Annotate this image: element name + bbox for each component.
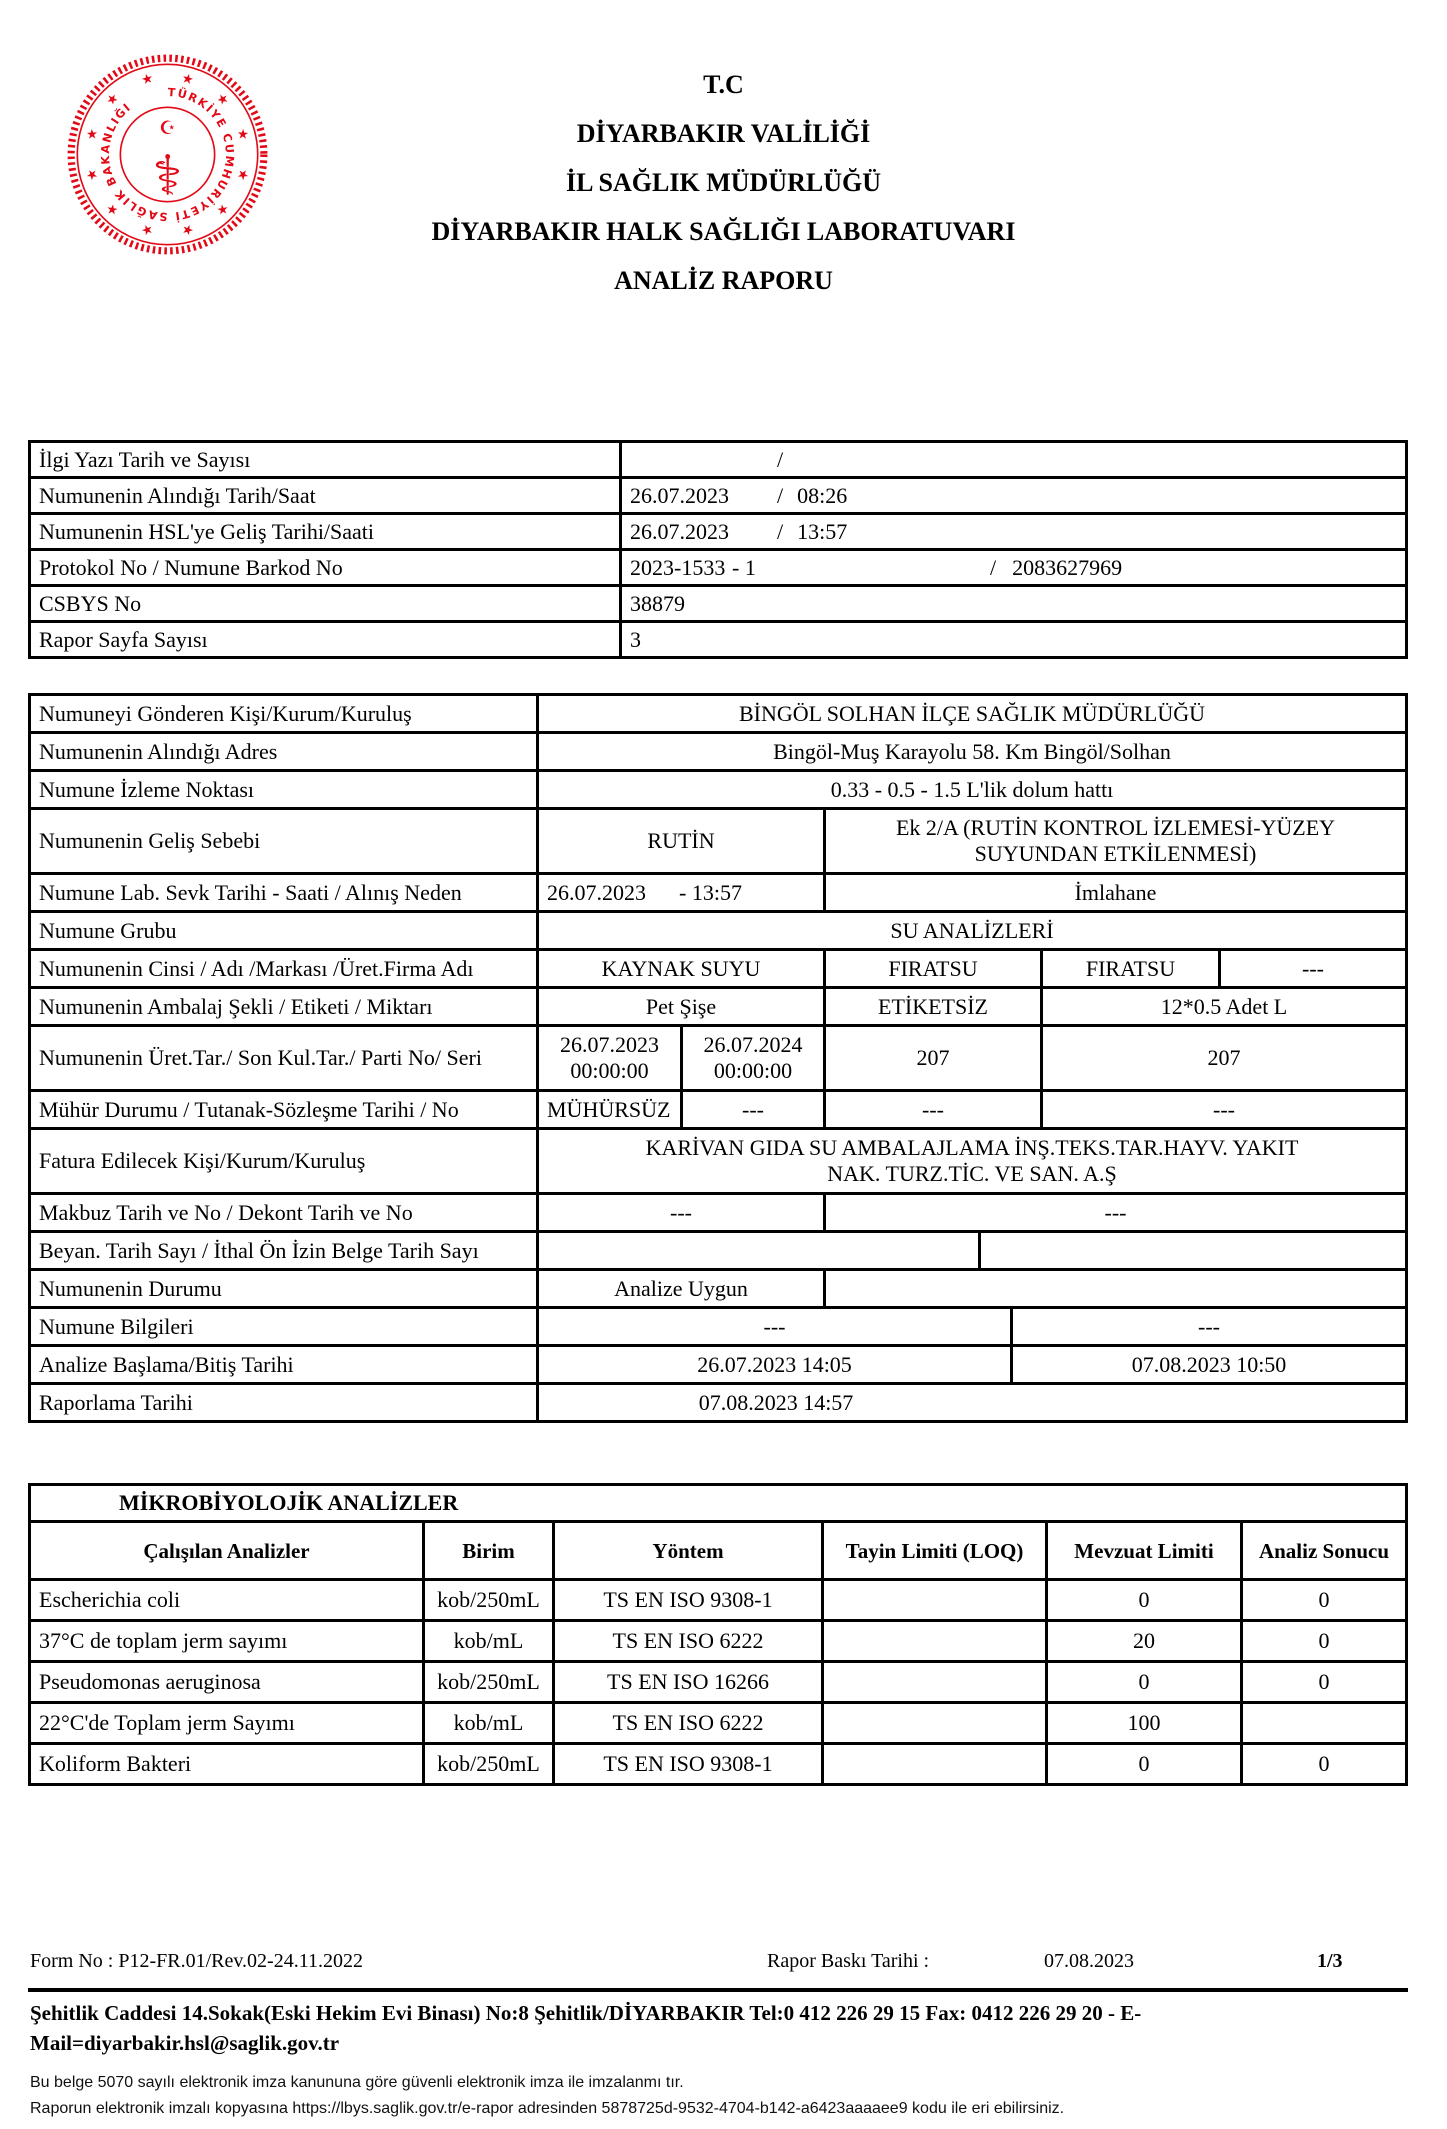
- table-row: [31, 948, 1405, 986]
- report-meta-table: [28, 440, 1408, 659]
- sample-status-extra: [823, 1271, 1405, 1306]
- esignature-note-1: Bu belge 5070 sayılı elektronik imza kanununa göre güvenli elektronik imza ile imzalanmı tır.: [30, 2074, 684, 2091]
- letterhead-governorship: DİYARBAKIR VALİLİĞİ: [576, 119, 871, 148]
- sample-status-value: Analize Uygun: [536, 1271, 823, 1306]
- row-label: Numunenin Cinsi / Adı /Markası /Üret.Firma Adı: [39, 955, 474, 981]
- esignature-notes: [30, 2070, 1430, 2122]
- table-row: [31, 807, 1405, 872]
- crescent-star-icon: ☪: [159, 118, 176, 139]
- analysis-loq: [821, 1704, 1045, 1742]
- arrival-reason: RUTİN: [536, 810, 823, 872]
- table-row: [31, 1127, 1405, 1192]
- row-label: CSBYS No: [39, 590, 142, 616]
- table-row: [31, 443, 1405, 476]
- row-label: Numunenin Alındığı Tarih/Saat: [39, 482, 316, 508]
- row-label: Numunenin Geliş Sebebi: [39, 828, 261, 853]
- table-row: [31, 512, 1405, 548]
- star-icon: ★: [139, 220, 156, 238]
- footer-form-row: [28, 1950, 1408, 1980]
- row-label: Numunenin Üret.Tar./ Son Kul.Tar./ Parti No/ Seri: [39, 1045, 482, 1070]
- analysis-method: TS EN ISO 16266: [552, 1663, 821, 1701]
- table-row: [31, 1742, 1405, 1783]
- lab-address-line2: Mail=diyarbakir.hsl@saglik.gov.tr: [30, 2031, 340, 2055]
- analysis-method: TS EN ISO 9308-1: [552, 1581, 821, 1619]
- table-row: [31, 1619, 1405, 1660]
- page-count: 3: [619, 623, 1405, 656]
- row-value: [619, 443, 1405, 476]
- sample-details-table: [28, 693, 1408, 1423]
- dispatch-reason: İmlahane: [823, 875, 1405, 910]
- row-label: Numune Bilgileri: [39, 1313, 194, 1339]
- star-icon: ★: [84, 126, 102, 143]
- table-row: [31, 910, 1405, 948]
- table-row: [31, 584, 1405, 620]
- table-row: [31, 872, 1405, 910]
- star-icon: ★: [103, 90, 123, 110]
- analysis-unit: kob/250mL: [422, 1581, 552, 1619]
- reporting-date: 07.08.2023 14:57: [536, 1385, 1405, 1420]
- analysis-loq: [821, 1663, 1045, 1701]
- section-header-row: [31, 1486, 1405, 1520]
- table-row: [31, 1701, 1405, 1742]
- monitoring-point-value: 0.33 - 0.5 - 1.5 L'lik dolum hattı: [536, 772, 1405, 807]
- col-header-loq: Tayin Limiti (LOQ): [821, 1523, 1045, 1578]
- separator: /: [990, 554, 997, 580]
- sender-value: BİNGÖL SOLHAN İLÇE SAĞLIK MÜDÜRLÜĞÜ: [536, 696, 1405, 731]
- lab-address: [30, 1998, 1420, 2058]
- analysis-result: 0: [1240, 1745, 1405, 1783]
- protocol-suffix: - 1: [732, 554, 756, 580]
- analysis-unit: kob/250mL: [422, 1663, 552, 1701]
- table-row: [31, 1306, 1405, 1344]
- row-label: Beyan. Tarih Sayı / İthal Ön İzin Belge Tarih Sayı: [39, 1237, 479, 1263]
- row-label: Numunenin Ambalaj Şekli / Etiketi / Miktarı: [39, 993, 433, 1019]
- row-value: [619, 515, 1405, 548]
- receipt-value: ---: [536, 1195, 823, 1230]
- analysis-result: 0: [1240, 1663, 1405, 1701]
- star-icon: ★: [84, 166, 102, 183]
- row-value: [619, 551, 1405, 584]
- page-title: ANALİZ RAPORU: [614, 266, 833, 295]
- table-row: [31, 548, 1405, 584]
- analysis-limit: 0: [1045, 1581, 1240, 1619]
- print-date-value: 07.08.2023: [1044, 1950, 1134, 1972]
- billing-entity: KARİVAN GIDA SU AMBALAJLAMA İNŞ.TEKS.TAR.HAYV. YAKIT NAK. TURZ.TİC. VE SAN. A.Ş: [536, 1130, 1405, 1192]
- table-row: [31, 1024, 1405, 1089]
- row-label: İlgi Yazı Tarih ve Sayısı: [39, 446, 251, 472]
- analysis-loq: [821, 1745, 1045, 1783]
- declaration-value: [536, 1233, 978, 1268]
- package-amount: 12*0.5 Adet L: [1040, 989, 1405, 1024]
- table-row: [31, 769, 1405, 807]
- table-row: [31, 1089, 1405, 1127]
- col-header-unit: Birim: [422, 1523, 552, 1578]
- form-no: Form No : P12-FR.01/Rev.02-24.11.2022: [30, 1950, 363, 1972]
- row-label: Makbuz Tarih ve No / Dekont Tarih ve No: [39, 1199, 413, 1225]
- analysis-limit: 100: [1045, 1704, 1240, 1742]
- analysis-method: TS EN ISO 6222: [552, 1622, 821, 1660]
- page-number: 1/3: [1317, 1950, 1343, 1972]
- annex-reason: Ek 2/A (RUTİN KONTROL İZLEMESİ-YÜZEY SUYUNDAN ETKİLENMESİ): [823, 810, 1405, 872]
- esignature-note-2: Raporun elektronik imzalı kopyasına https://lbys.saglik.gov.tr/e-rapor adresinden 5878725d-9532-4704-b142-a6423aaaaee9 kodu ile eri ebilirsiniz.: [30, 2100, 1065, 2117]
- col-header-result: Analiz Sonucu: [1240, 1523, 1405, 1578]
- table-row: [31, 986, 1405, 1024]
- letterhead-tc: T.C: [703, 70, 744, 99]
- analysis-name: Escherichia coli: [39, 1587, 181, 1612]
- analysis-result: [1240, 1704, 1405, 1742]
- analysis-limit: 0: [1045, 1745, 1240, 1783]
- letterhead-laboratory: DİYARBAKIR HALK SAĞLIĞI LABORATUVARI: [431, 217, 1016, 246]
- table-row: [31, 1660, 1405, 1701]
- arrival-date: 26.07.2023: [630, 518, 729, 544]
- row-label: Numune İzleme Noktası: [39, 776, 255, 802]
- col-header-analyses: Çalışılan Analizler: [143, 1538, 310, 1563]
- csbys-no: 38879: [619, 587, 1405, 620]
- table-row: [31, 620, 1405, 656]
- section-title: MİKROBİYOLOJİK ANALİZLER: [119, 1490, 459, 1515]
- row-label: Mühür Durumu / Tutanak-Sözleşme Tarihi / No: [39, 1096, 459, 1122]
- footer-divider: [28, 1988, 1408, 1992]
- logo-ring-text: TÜRKİYE CUMHURİYETİ SAĞLIK BAKANLIĞI: [98, 85, 237, 224]
- sample-info-2: ---: [1010, 1309, 1405, 1344]
- analysis-name: 22°C'de Toplam jerm Sayımı: [39, 1710, 295, 1735]
- protocol-no: 2023-1533: [630, 554, 726, 580]
- col-header-limit: Mevzuat Limiti: [1045, 1523, 1240, 1578]
- table-row: [31, 1192, 1405, 1230]
- analysis-method: TS EN ISO 6222: [552, 1704, 821, 1742]
- table-row: [31, 1578, 1405, 1619]
- sample-group-value: SU ANALİZLERİ: [536, 913, 1405, 948]
- caduceus-icon: ⚕: [152, 144, 183, 209]
- col-header-method: Yöntem: [552, 1523, 821, 1578]
- letterhead-directorate: İL SAĞLIK MÜDÜRLÜĞÜ: [566, 168, 881, 197]
- sample-brand: FIRATSU: [1040, 951, 1218, 986]
- analysis-name: Koliform Bakteri: [39, 1751, 192, 1776]
- row-label: Numune Lab. Sevk Tarihi - Saati / Alınış Neden: [39, 879, 462, 905]
- analysis-loq: [821, 1581, 1045, 1619]
- analysis-start: 26.07.2023 14:05: [536, 1347, 1010, 1382]
- row-label: Numunenin Durumu: [39, 1275, 222, 1301]
- analysis-name: Pseudomonas aeruginosa: [39, 1669, 261, 1694]
- star-icon: ★: [179, 220, 196, 238]
- analysis-unit: kob/mL: [422, 1622, 552, 1660]
- import-permit-value: [978, 1233, 1405, 1268]
- package-type: Pet Şişe: [536, 989, 823, 1024]
- print-date-label: Rapor Baskı Tarihi :: [767, 1950, 930, 1972]
- lab-address-line1: Şehitlik Caddesi 14.Sokak(Eski Hekim Evi Binası) No:8 Şehitlik/DİYARBAKIR Tel:0 412 226 29 15 Fax: 0412 226 29 20 - E-: [30, 2001, 1142, 2025]
- column-header-row: [31, 1520, 1405, 1578]
- star-icon: ★: [212, 90, 232, 110]
- table-row: [31, 1382, 1405, 1420]
- separator: /: [777, 518, 784, 544]
- seal-v4: ---: [1040, 1092, 1405, 1127]
- table-row: [31, 1344, 1405, 1382]
- separator: /: [777, 446, 784, 472]
- row-label: Analize Başlama/Bitiş Tarihi: [39, 1351, 294, 1377]
- analysis-limit: 20: [1045, 1622, 1240, 1660]
- batch-no: 207: [823, 1027, 1040, 1089]
- analysis-limit: 0: [1045, 1663, 1240, 1701]
- star-icon: ★: [139, 71, 156, 89]
- table-row: [31, 731, 1405, 769]
- row-label: Numunenin Alındığı Adres: [39, 738, 278, 764]
- sampling-date: 26.07.2023: [630, 482, 729, 508]
- row-label: Fatura Edilecek Kişi/Kurum/Kuruluş: [39, 1148, 366, 1173]
- dispatch-datetime: 26.07.2023 - 13:57: [536, 875, 823, 910]
- analysis-result: 0: [1240, 1581, 1405, 1619]
- row-label: Numunenin HSL'ye Geliş Tarihi/Saati: [39, 518, 375, 544]
- producer-firm: ---: [1218, 951, 1405, 986]
- seal-status: MÜHÜRSÜZ: [536, 1092, 680, 1127]
- seal-v3: ---: [823, 1092, 1040, 1127]
- microbiology-table: [28, 1483, 1408, 1786]
- table-row: [31, 696, 1405, 731]
- seal-v2: ---: [680, 1092, 823, 1127]
- analysis-unit: kob/mL: [422, 1704, 552, 1742]
- star-icon: ★: [212, 199, 232, 219]
- table-row: [31, 476, 1405, 512]
- report-letterhead: [0, 60, 1447, 305]
- barcode-no: 2083627969: [1012, 554, 1123, 580]
- row-label: Rapor Sayfa Sayısı: [39, 626, 208, 652]
- production-datetime: 26.07.2023 00:00:00: [536, 1027, 680, 1089]
- analysis-method: TS EN ISO 9308-1: [552, 1745, 821, 1783]
- separator: /: [777, 482, 784, 508]
- row-label: Numuneyi Gönderen Kişi/Kurum/Kuruluş: [39, 700, 412, 726]
- table-row: [31, 1268, 1405, 1306]
- sampling-time: 08:26: [797, 482, 848, 508]
- analysis-end: 07.08.2023 10:50: [1010, 1347, 1405, 1382]
- analysis-unit: kob/250mL: [422, 1745, 552, 1783]
- star-icon: ★: [103, 199, 123, 219]
- row-label: Protokol No / Numune Barkod No: [39, 554, 343, 580]
- expiry-datetime: 26.07.2024 00:00:00: [680, 1027, 823, 1089]
- analysis-result: 0: [1240, 1622, 1405, 1660]
- table-row: [31, 1230, 1405, 1268]
- analysis-name: 37°C de toplam jerm sayımı: [39, 1628, 288, 1653]
- row-label: Raporlama Tarihi: [39, 1389, 193, 1415]
- star-icon: ★: [233, 166, 251, 183]
- label-status: ETİKETSİZ: [823, 989, 1040, 1024]
- sample-kind: KAYNAK SUYU: [536, 951, 823, 986]
- star-icon: ★: [179, 71, 196, 89]
- remittance-value: ---: [823, 1195, 1405, 1230]
- analysis-loq: [821, 1622, 1045, 1660]
- star-icon: ★: [233, 126, 251, 143]
- arrival-time: 13:57: [797, 518, 848, 544]
- sample-name: FIRATSU: [823, 951, 1040, 986]
- serial-no: 207: [1040, 1027, 1405, 1089]
- sample-info-1: ---: [536, 1309, 1010, 1344]
- row-label: Numune Grubu: [39, 917, 177, 943]
- address-value: Bingöl-Muş Karayolu 58. Km Bingöl/Solhan: [536, 734, 1405, 769]
- row-value: [619, 479, 1405, 512]
